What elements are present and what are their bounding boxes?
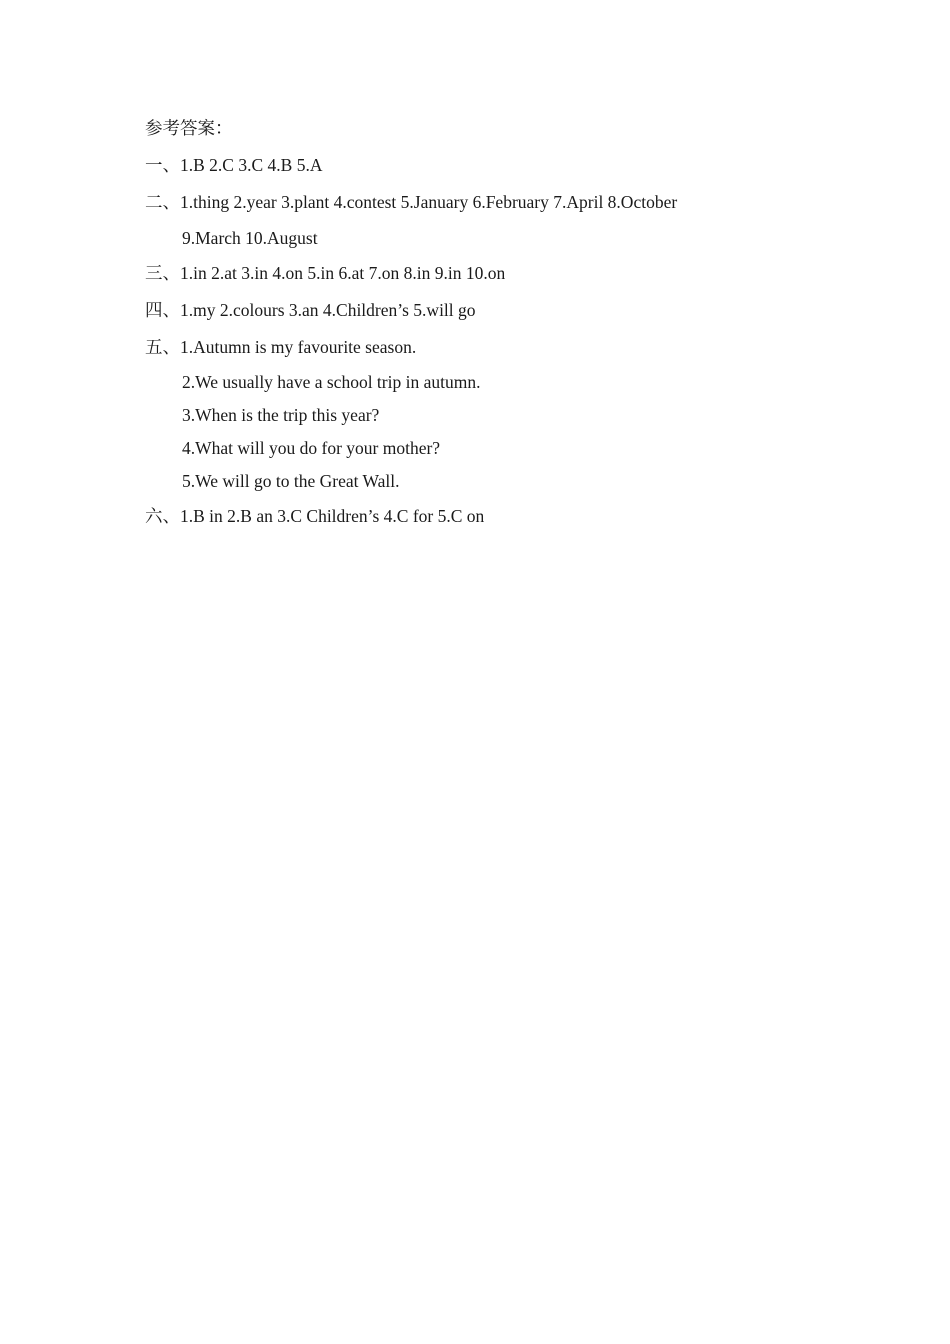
section-4-answers (145, 299, 476, 321)
section-3-answers (145, 262, 505, 284)
answer-line: 3.When is the trip this year? (182, 405, 380, 425)
answer-line: 5.We will go to the Great Wall. (182, 471, 400, 491)
section-marker: 三、 (145, 263, 180, 283)
answer-line: 1.B in 2.B an 3.C Children’s 4.C for 5.C on (180, 506, 485, 526)
answer-line: 1.B 2.C 3.C 4.B 5.A (180, 155, 323, 175)
answer-key-title: 参考答案： (145, 118, 233, 138)
answer-line: 1.in 2.at 3.in 4.on 5.in 6.at 7.on 8.in 9.in 10.on (180, 263, 506, 283)
section-6-answers (145, 505, 484, 527)
answer-line: 4.What will you do for your mother? (182, 438, 441, 458)
section-marker: 六、 (145, 506, 180, 526)
section-marker: 二、 (145, 192, 180, 212)
section-marker: 一、 (145, 155, 180, 175)
answer-line: 2.We usually have a school trip in autumn. (182, 372, 481, 392)
answer-line: 1.thing 2.year 3.plant 4.contest 5.January 6.February 7.April 8.October (180, 192, 678, 212)
section-marker: 四、 (145, 300, 180, 320)
section-2-answers (145, 191, 677, 213)
section-marker: 五、 (145, 337, 180, 357)
section-2-answers-continued: 9.March 10.August (182, 228, 318, 248)
answer-line: 1.my 2.colours 3.an 4.Children’s 5.will go (180, 300, 476, 320)
section-1-answers (145, 154, 322, 176)
answer-line: 1.Autumn is my favourite season. (180, 337, 417, 357)
section-5-answers (145, 336, 416, 358)
